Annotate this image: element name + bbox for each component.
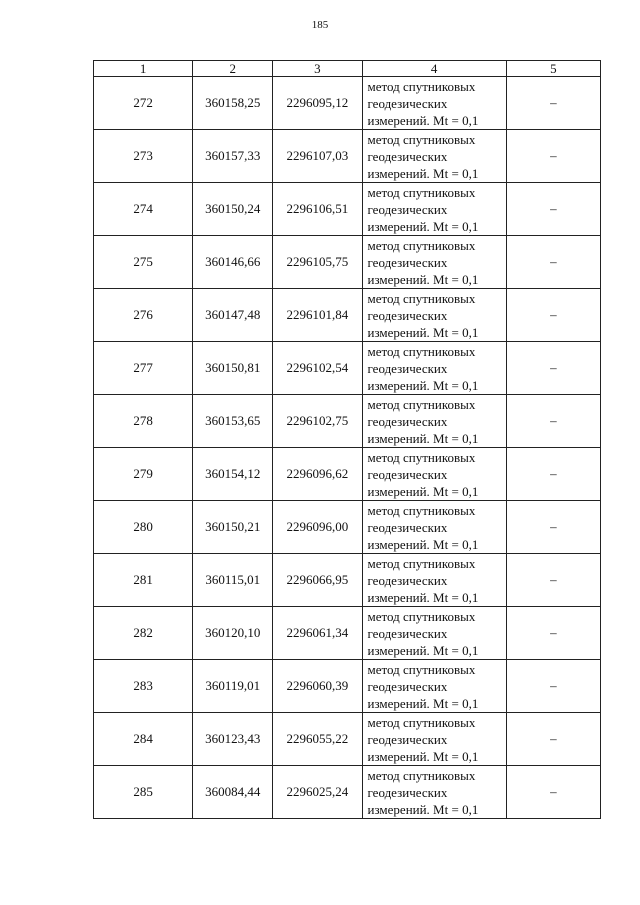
x-coordinate-cell: 360150,24 [193, 183, 273, 236]
point-number-cell: 282 [94, 607, 193, 660]
note-cell: – [506, 501, 600, 554]
table-row [94, 130, 601, 183]
method-cell [362, 342, 506, 395]
method-line: метод спутниковых [367, 290, 476, 306]
x-coordinate-cell: 360146,66 [193, 236, 273, 289]
table-row [94, 501, 601, 554]
method-line: метод спутниковых [367, 767, 476, 783]
method-cell [362, 77, 506, 130]
y-coordinate-cell: 2296055,22 [273, 713, 362, 766]
method-cell [362, 766, 506, 819]
table-row [94, 183, 601, 236]
note-cell: – [506, 342, 600, 395]
point-number-cell: 276 [94, 289, 193, 342]
table-row [94, 342, 601, 395]
point-number-cell: 272 [94, 77, 193, 130]
method-line: метод спутниковых [367, 131, 476, 147]
y-coordinate-cell: 2296060,39 [273, 660, 362, 713]
table-row [94, 448, 601, 501]
note-cell: – [506, 289, 600, 342]
table-row [94, 289, 601, 342]
point-number-cell: 284 [94, 713, 193, 766]
method-line: геодезических [367, 201, 448, 217]
x-coordinate-cell: 360123,43 [193, 713, 273, 766]
note-cell: – [506, 766, 600, 819]
y-coordinate-cell: 2296102,54 [273, 342, 362, 395]
method-line: геодезических [367, 254, 448, 270]
method-cell [362, 130, 506, 183]
table-row [94, 395, 601, 448]
method-line: геодезических [367, 678, 448, 694]
method-line: метод спутниковых [367, 237, 476, 253]
y-coordinate-cell: 2296101,84 [273, 289, 362, 342]
note-cell: – [506, 395, 600, 448]
point-number-cell: 278 [94, 395, 193, 448]
method-cell [362, 501, 506, 554]
method-line: измерений. Mt = 0,1 [367, 271, 479, 287]
point-number-cell: 273 [94, 130, 193, 183]
note-cell: – [506, 236, 600, 289]
method-line: метод спутниковых [367, 608, 476, 624]
note-cell: – [506, 448, 600, 501]
point-number-cell: 275 [94, 236, 193, 289]
method-line: геодезических [367, 360, 448, 376]
coordinates-table [93, 60, 601, 819]
point-number-cell: 285 [94, 766, 193, 819]
table-row [94, 554, 601, 607]
method-cell [362, 607, 506, 660]
table-row [94, 77, 601, 130]
method-line: метод спутниковых [367, 661, 476, 677]
method-cell [362, 660, 506, 713]
note-cell: – [506, 713, 600, 766]
method-line: геодезических [367, 413, 448, 429]
point-number-cell: 281 [94, 554, 193, 607]
method-line: измерений. Mt = 0,1 [367, 695, 479, 711]
header-cell-1: 1 [94, 61, 193, 77]
x-coordinate-cell: 360158,25 [193, 77, 273, 130]
method-line: измерений. Mt = 0,1 [367, 218, 479, 234]
method-cell [362, 236, 506, 289]
table-row [94, 713, 601, 766]
point-number-cell: 279 [94, 448, 193, 501]
point-number-cell: 277 [94, 342, 193, 395]
point-number-cell: 283 [94, 660, 193, 713]
x-coordinate-cell: 360120,10 [193, 607, 273, 660]
y-coordinate-cell: 2296105,75 [273, 236, 362, 289]
method-line: метод спутниковых [367, 714, 476, 730]
header-cell-3: 3 [273, 61, 362, 77]
method-cell [362, 289, 506, 342]
method-line: измерений. Mt = 0,1 [367, 112, 479, 128]
method-line: геодезических [367, 519, 448, 535]
method-line: измерений. Mt = 0,1 [367, 483, 479, 499]
note-cell: – [506, 607, 600, 660]
method-line: метод спутниковых [367, 449, 476, 465]
table-row [94, 236, 601, 289]
method-line: измерений. Mt = 0,1 [367, 589, 479, 605]
method-line: метод спутниковых [367, 78, 476, 94]
note-cell: – [506, 130, 600, 183]
y-coordinate-cell: 2296096,62 [273, 448, 362, 501]
x-coordinate-cell: 360115,01 [193, 554, 273, 607]
method-line: геодезических [367, 466, 448, 482]
x-coordinate-cell: 360150,21 [193, 501, 273, 554]
method-cell [362, 554, 506, 607]
method-line: измерений. Mt = 0,1 [367, 324, 479, 340]
x-coordinate-cell: 360153,65 [193, 395, 273, 448]
table-row [94, 607, 601, 660]
method-cell [362, 448, 506, 501]
header-cell-2: 2 [193, 61, 273, 77]
header-row [94, 61, 601, 77]
page-number: 185 [311, 19, 329, 31]
y-coordinate-cell: 2296106,51 [273, 183, 362, 236]
x-coordinate-cell: 360119,01 [193, 660, 273, 713]
x-coordinate-cell: 360147,48 [193, 289, 273, 342]
method-cell [362, 713, 506, 766]
method-line: геодезических [367, 731, 448, 747]
method-line: измерений. Mt = 0,1 [367, 430, 479, 446]
x-coordinate-cell: 360150,81 [193, 342, 273, 395]
method-line: геодезических [367, 572, 448, 588]
method-line: измерений. Mt = 0,1 [367, 165, 479, 181]
method-cell [362, 183, 506, 236]
y-coordinate-cell: 2296096,00 [273, 501, 362, 554]
x-coordinate-cell: 360157,33 [193, 130, 273, 183]
point-number-cell: 280 [94, 501, 193, 554]
method-line: геодезических [367, 307, 448, 323]
y-coordinate-cell: 2296095,12 [273, 77, 362, 130]
y-coordinate-cell: 2296102,75 [273, 395, 362, 448]
header-cell-4: 4 [362, 61, 506, 77]
table-header [94, 61, 601, 77]
method-line: метод спутниковых [367, 502, 476, 518]
method-line: геодезических [367, 95, 448, 111]
method-line: геодезических [367, 625, 448, 641]
method-line: измерений. Mt = 0,1 [367, 536, 479, 552]
y-coordinate-cell: 2296107,03 [273, 130, 362, 183]
method-cell [362, 395, 506, 448]
table-row [94, 766, 601, 819]
method-line: геодезических [367, 148, 448, 164]
method-line: метод спутниковых [367, 343, 476, 359]
method-line: измерений. Mt = 0,1 [367, 801, 479, 817]
y-coordinate-cell: 2296025,24 [273, 766, 362, 819]
method-line: метод спутниковых [367, 555, 476, 571]
table-body [94, 77, 601, 819]
x-coordinate-cell: 360084,44 [193, 766, 273, 819]
method-line: метод спутниковых [367, 184, 476, 200]
method-line: метод спутниковых [367, 396, 476, 412]
point-number-cell: 274 [94, 183, 193, 236]
header-cell-5: 5 [506, 61, 600, 77]
method-line: измерений. Mt = 0,1 [367, 748, 479, 764]
note-cell: – [506, 660, 600, 713]
y-coordinate-cell: 2296066,95 [273, 554, 362, 607]
table-row [94, 660, 601, 713]
x-coordinate-cell: 360154,12 [193, 448, 273, 501]
note-cell: – [506, 77, 600, 130]
method-line: измерений. Mt = 0,1 [367, 642, 479, 658]
note-cell: – [506, 554, 600, 607]
method-line: измерений. Mt = 0,1 [367, 377, 479, 393]
method-line: геодезических [367, 784, 448, 800]
y-coordinate-cell: 2296061,34 [273, 607, 362, 660]
note-cell: – [506, 183, 600, 236]
